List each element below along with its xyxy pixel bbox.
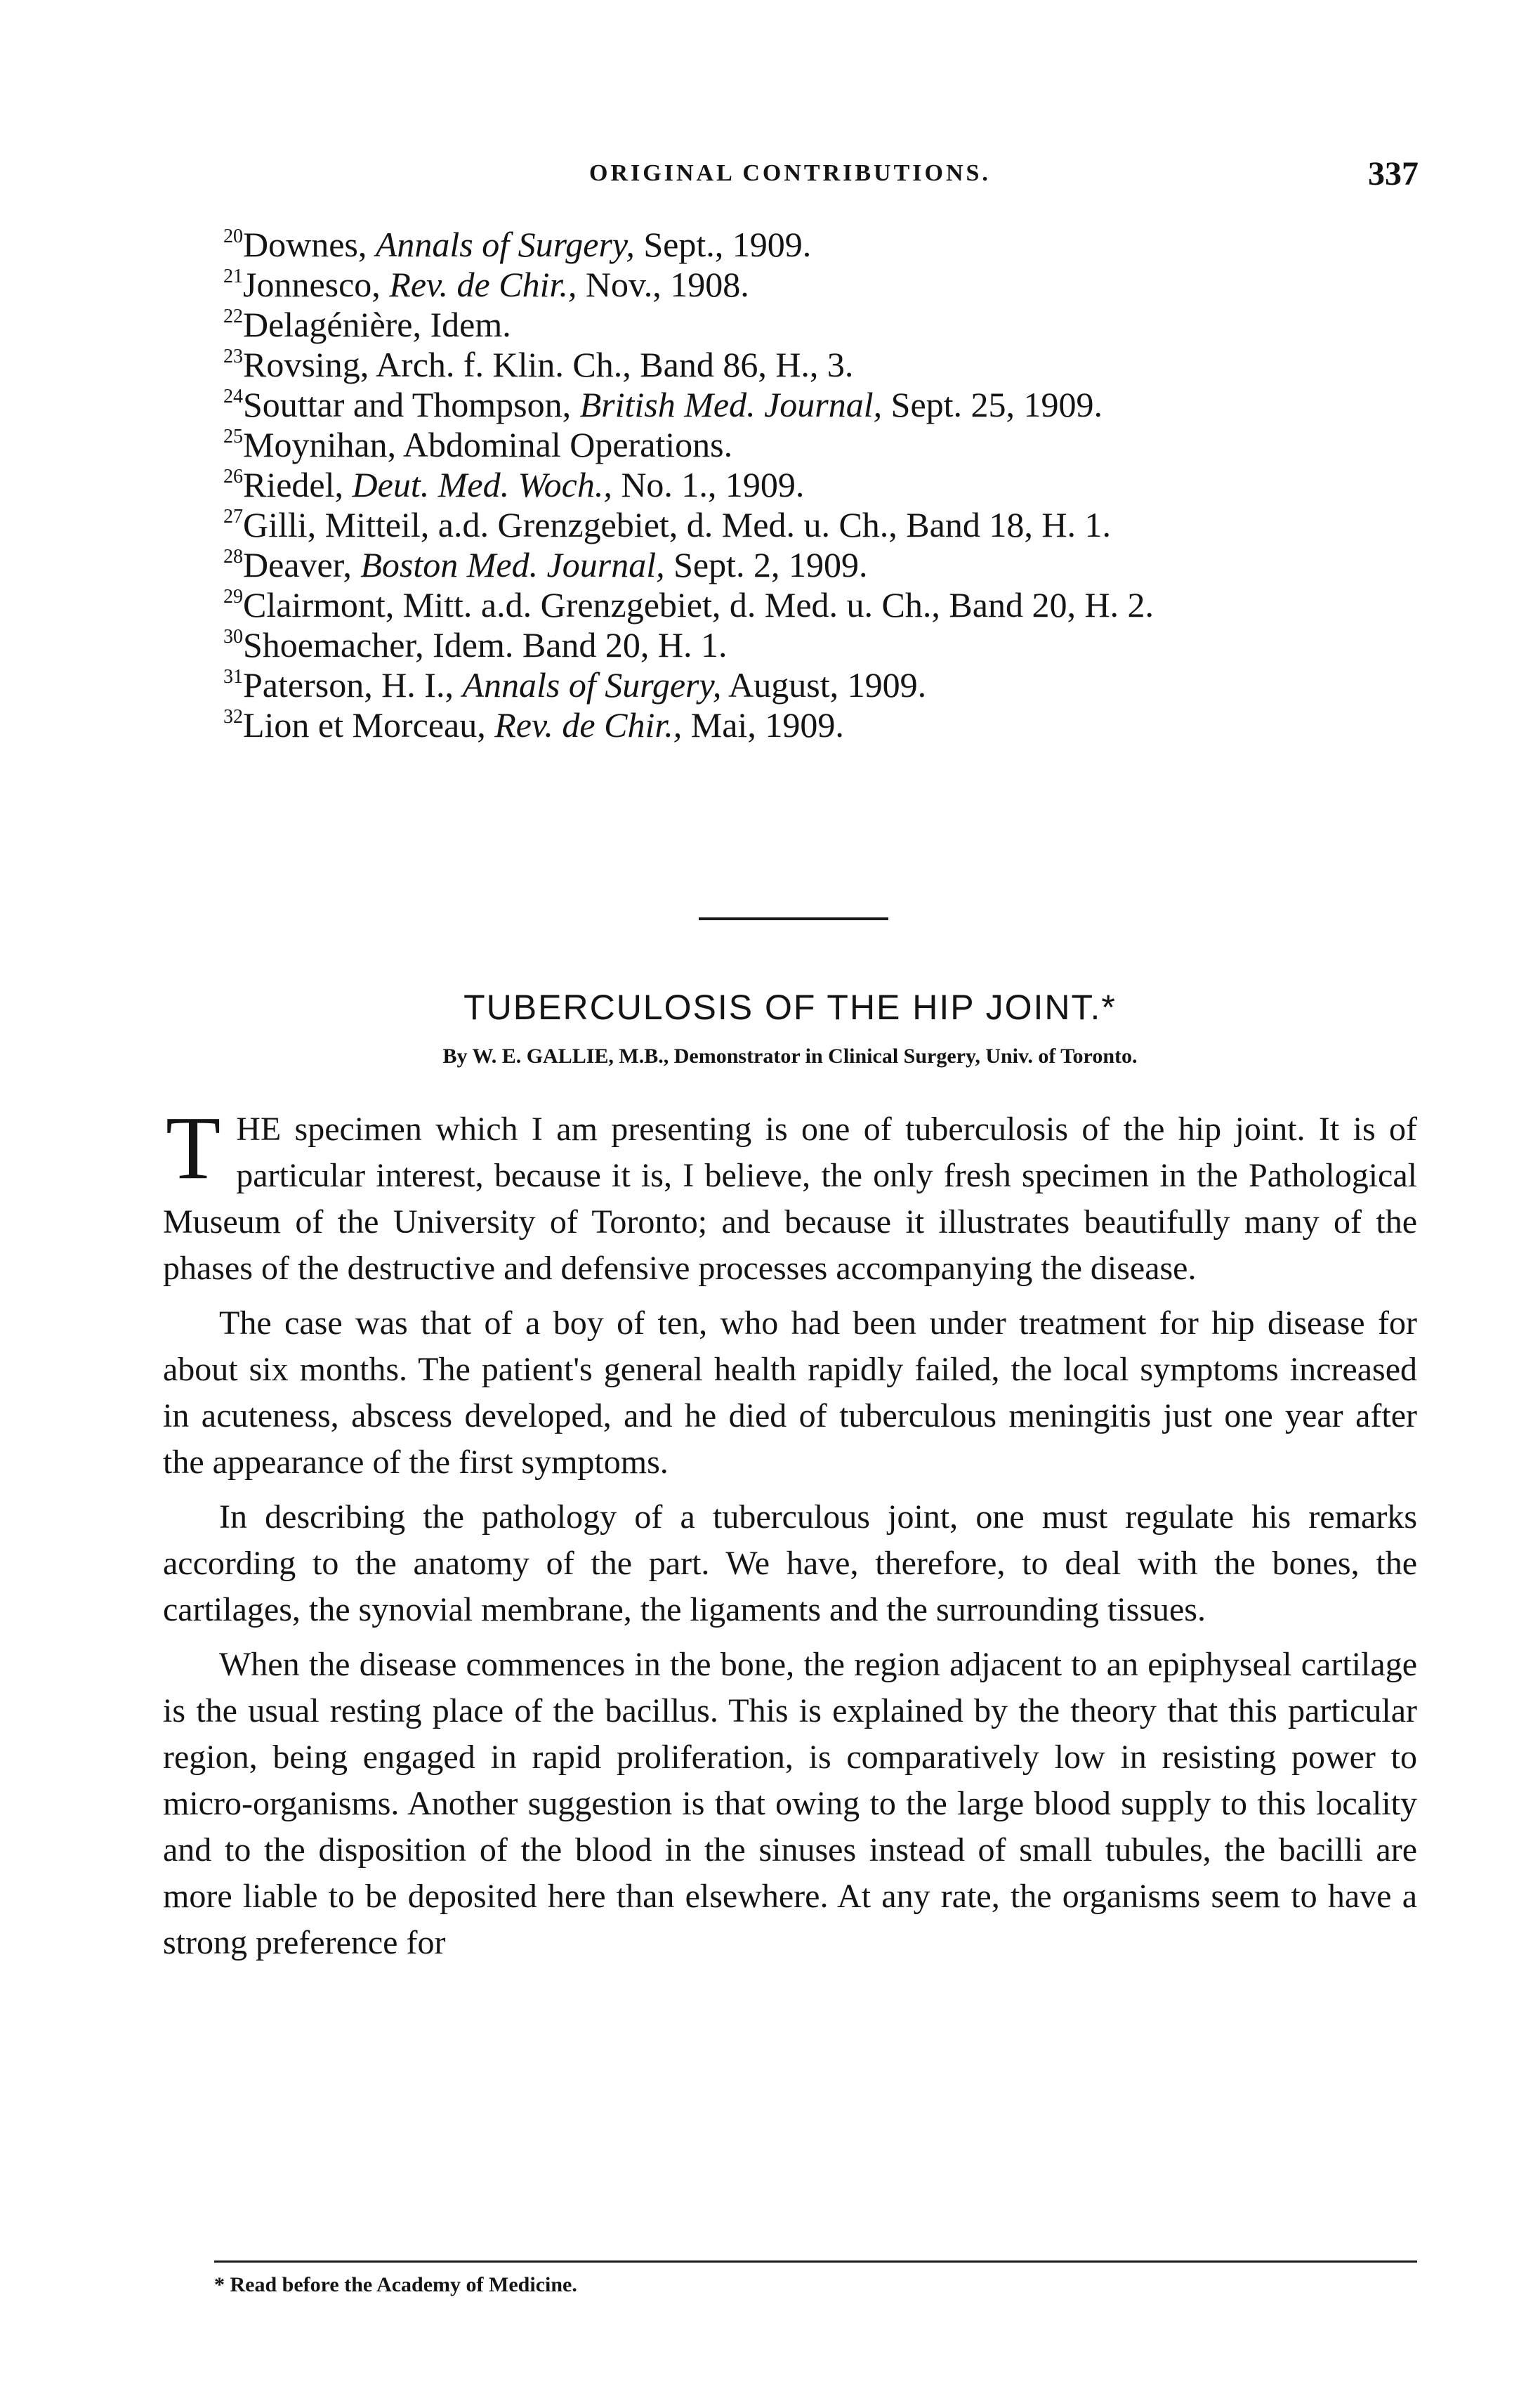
reference-item	[223, 305, 1459, 345]
paragraph-2: The case was that of a boy of ten, who had been under treatment for hip disease for about six months. The patient's general health rapidly failed, the local symptoms increased in acuteness, abscess developed, and he died of tuberculous meningitis just one year after the appearance of the first symptoms.	[163, 1304, 1417, 1481]
reference-item	[223, 465, 1459, 505]
reference-item	[223, 545, 1459, 585]
reference-text: Sept. 25, 1909.	[882, 385, 1103, 424]
article-byline: By W. E. GALLIE, M.B., Demonstrator in Clinical Surgery, Univ. of Toronto.	[442, 1045, 1138, 1068]
reference-journal: Boston Med. Journal,	[360, 545, 665, 584]
reference-journal: British Med. Journal,	[579, 385, 883, 424]
paragraph-1-text: HE specimen which I am presenting is one of tuberculosis of the hip joint. It is of particular interest, because it is, I believe, the only fresh specimen in the Pathological Museum of the University of Toronto; and because it illustrates beautifully many of the phases of the destructive and defensive processes accompanying the disease.	[163, 1111, 1417, 1287]
running-title: ORIGINAL CONTRIBUTIONS.	[589, 160, 991, 186]
reference-number: 30	[223, 626, 243, 648]
reference-item	[223, 225, 1459, 265]
reference-number: 24	[223, 386, 243, 407]
reference-text: Rovsing, Arch. f. Klin. Ch., Band 86, H., 3.	[243, 345, 854, 384]
reference-number: 23	[223, 346, 243, 367]
reference-text: Delagénière, Idem.	[243, 305, 511, 344]
reference-number: 21	[223, 266, 243, 287]
reference-number: 22	[223, 306, 243, 327]
reference-number: 32	[223, 706, 243, 728]
reference-text: Sept. 2, 1909.	[664, 545, 868, 584]
reference-text: Mai, 1909.	[682, 705, 844, 745]
reference-item	[223, 265, 1459, 305]
reference-text: Shoemacher, Idem. Band 20, H. 1.	[243, 625, 728, 665]
paragraph-1	[163, 1098, 1417, 1292]
reference-item	[223, 625, 1459, 665]
reference-text: Riedel,	[243, 465, 353, 504]
article-body	[163, 1098, 1417, 1966]
reference-journal: Rev. de Chir.,	[494, 705, 683, 745]
reference-number: 25	[223, 426, 243, 447]
reference-text: Jonnesco,	[243, 265, 390, 304]
reference-item	[223, 505, 1459, 545]
running-header	[162, 155, 1419, 197]
reference-number: 28	[223, 546, 243, 568]
article-title: TUBERCULOSIS OF THE HIP JOINT.*	[463, 988, 1117, 1027]
reference-text: Downes,	[243, 225, 376, 264]
footnote-rule	[214, 2260, 1417, 2263]
reference-journal: Deut. Med. Woch.,	[352, 465, 612, 504]
reference-item	[223, 665, 1459, 705]
reference-number: 31	[223, 666, 243, 688]
reference-text: Moynihan, Abdominal Operations.	[243, 425, 733, 464]
reference-number: 29	[223, 586, 243, 608]
reference-number: 27	[223, 506, 243, 528]
reference-item	[223, 705, 1459, 745]
footnote: * Read before the Academy of Medicine.	[214, 2273, 577, 2296]
paragraph-3: In describing the pathology of a tuberculous joint, one must regulate his remarks according to the anatomy of the part. We have, therefore, to deal with the bones, the cartilages, the synovial membrane, the ligaments and the surrounding tissues.	[163, 1498, 1417, 1628]
reference-number: 20	[223, 225, 243, 247]
reference-text: Souttar and Thompson,	[243, 385, 580, 424]
reference-text: Clairmont, Mitt. a.d. Grenzgebiet, d. Med. u. Ch., Band 20, H. 2.	[243, 585, 1154, 624]
reference-text: No. 1., 1909.	[612, 465, 805, 504]
reference-item	[223, 585, 1459, 625]
drop-cap: T	[166, 1098, 221, 1198]
reference-item	[223, 345, 1459, 385]
reference-journal: Rev. de Chir.,	[389, 265, 577, 304]
reference-journal: Annals of Surgery,	[462, 665, 722, 705]
reference-list	[223, 225, 1459, 745]
reference-item	[223, 385, 1459, 425]
reference-text: Sept., 1909.	[634, 225, 812, 264]
reference-text: Paterson, H. I.,	[243, 665, 463, 705]
reference-journal: Annals of Surgery,	[375, 225, 635, 264]
reference-text: Nov., 1908.	[577, 265, 749, 304]
reference-text: Lion et Morceau,	[243, 705, 495, 745]
reference-text: Gilli, Mitteil, a.d. Grenzgebiet, d. Med. u. Ch., Band 18, H. 1.	[243, 505, 1111, 544]
reference-text: Deaver,	[243, 545, 361, 584]
paragraph-4: When the disease commences in the bone, the region adjacent to an epiphyseal cartilage is the usual resting place of the bacillus. This is explained by the theory that this particular region, being engaged in rapid proliferation, is comparatively low in resisting power to micro-organisms. Another suggestion is that owing to the large blood supply to this locality and to the disposition of the blood in the sinuses instead of small tubules, the bacilli are more liable to be deposited here than elsewhere. At any rate, the organisms seem to have a strong preference for	[163, 1646, 1417, 1961]
page-number: 337	[1368, 155, 1419, 192]
section-divider	[699, 917, 888, 920]
reference-number: 26	[223, 466, 243, 488]
reference-text: August, 1909.	[721, 665, 927, 705]
reference-item	[223, 425, 1459, 465]
